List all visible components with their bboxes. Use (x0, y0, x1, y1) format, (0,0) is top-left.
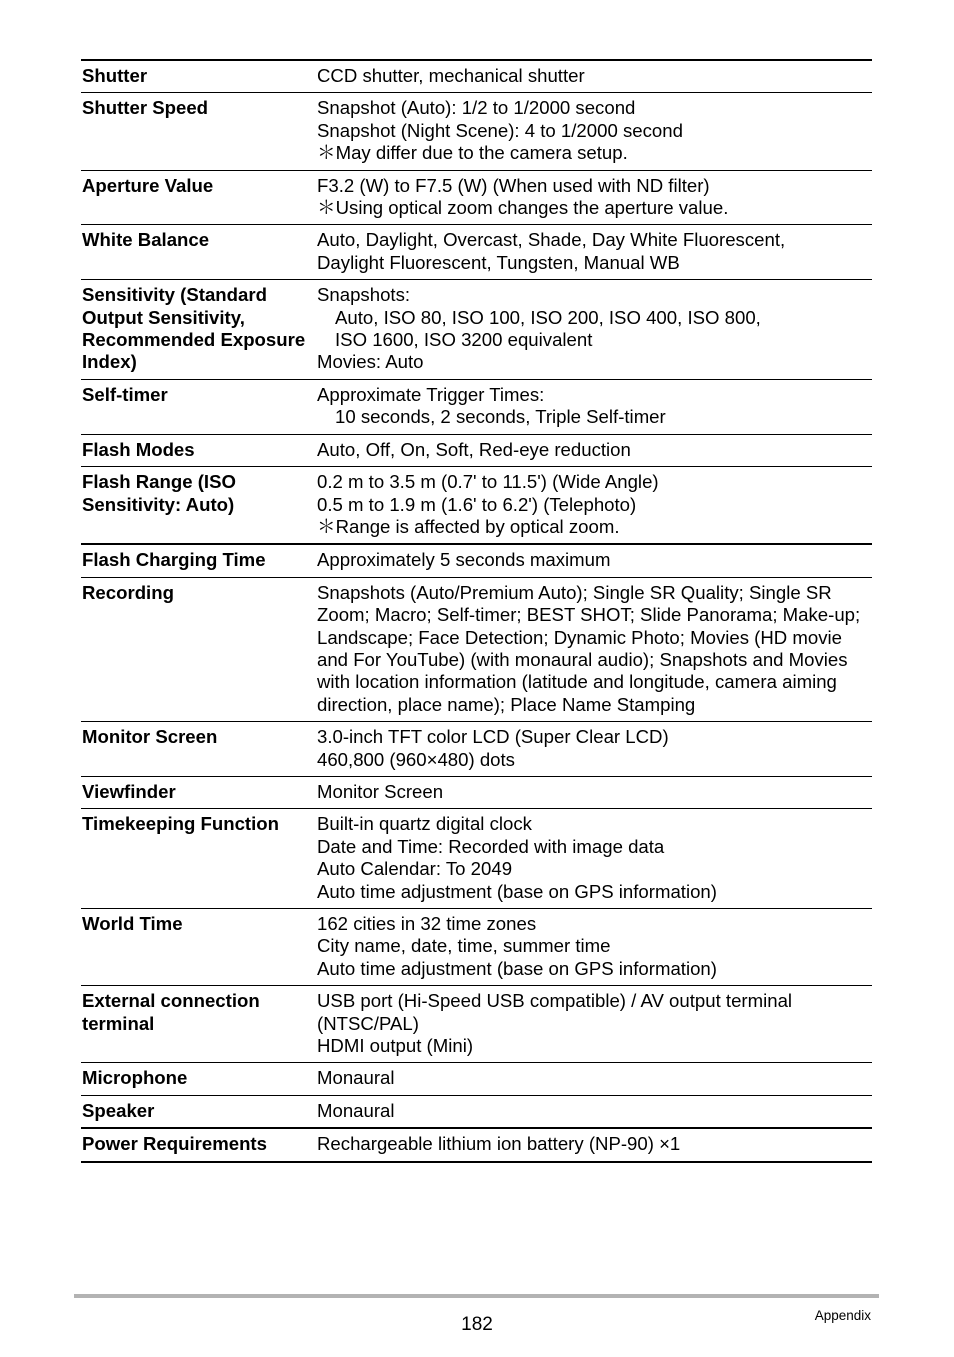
spec-value-line: 3.0-inch TFT color LCD (Super Clear LCD) (317, 726, 669, 748)
spec-value-line: Auto, Daylight, Overcast, Shade, Day White Fluorescent, (317, 229, 786, 251)
spec-value-line: Approximately 5 seconds maximum (317, 549, 611, 571)
spec-value (317, 986, 872, 1063)
spec-value-line: Snapshots (Auto/Premium Auto); Single SR Quality; Single SR Zoom; Macro; Self-timer; BEST SHOT; Slide Panorama; Make-up; Landscape; Face Detection; Dynamic Photo; Movies (HD movie and For YouTube) (with monaural audio); Snapshots and Movies with location information (latitude and longitude, camera aiming direction, place name); Place Name Stamping (317, 581, 861, 715)
spec-label: Self-timer (81, 379, 317, 434)
spec-value-line: Daylight Fluorescent, Tungsten, Manual WB (317, 251, 680, 273)
spec-row (81, 434, 872, 466)
spec-label: Microphone (81, 1063, 317, 1095)
spec-label: Shutter (81, 60, 317, 93)
spec-value-line: ISO 1600, ISO 3200 equivalent (335, 329, 593, 351)
spec-value (317, 1128, 872, 1161)
spec-value-line: Rechargeable lithium ion battery (NP-90) ×1 (317, 1133, 681, 1155)
spec-label: Flash Range (ISO Sensitivity: Auto) (81, 467, 317, 545)
spec-row (81, 1063, 872, 1095)
spec-value (317, 544, 872, 577)
spec-value-line: ＊Using optical zoom changes the aperture value. (317, 197, 729, 219)
spec-value-line: Snapshot (Auto): 1/2 to 1/2000 second (317, 97, 636, 119)
spec-value-line: Built-in quartz digital clock (317, 813, 532, 835)
spec-label: Flash Modes (81, 434, 317, 466)
spec-row (81, 986, 872, 1063)
spec-value-line: Snapshots: (317, 284, 411, 306)
spec-value (317, 225, 872, 280)
spec-label: World Time (81, 909, 317, 986)
spec-value (317, 379, 872, 434)
spec-row (81, 379, 872, 434)
spec-value (317, 909, 872, 986)
spec-label: Timekeeping Function (81, 809, 317, 909)
spec-label: Monitor Screen (81, 722, 317, 777)
section-label: Appendix (814, 1308, 871, 1323)
spec-label: Viewfinder (81, 776, 317, 808)
spec-value-line: USB port (Hi-Speed USB compatible) / AV output terminal (NTSC/PAL) (317, 990, 793, 1034)
spec-value-line: 0.2 m to 3.5 m (0.7' to 11.5') (Wide Angle) (317, 471, 659, 493)
spec-value-line: Auto, Off, On, Soft, Red-eye reduction (317, 438, 631, 460)
spec-row (81, 577, 872, 721)
spec-value-line: CCD shutter, mechanical shutter (317, 65, 585, 86)
spec-value-line: Monitor Screen (317, 780, 444, 802)
spec-row (81, 809, 872, 909)
spec-value (317, 722, 872, 777)
spec-value (317, 60, 872, 93)
spec-value-line: 162 cities in 32 time zones (317, 913, 537, 934)
spec-value (317, 280, 872, 380)
spec-value-line: ＊Range is affected by optical zoom. (317, 515, 620, 537)
spec-row (81, 544, 872, 577)
spec-label: Speaker (81, 1095, 317, 1128)
spec-value-line: Snapshot (Night Scene): 4 to 1/2000 second (317, 119, 683, 141)
spec-row (81, 60, 872, 93)
spec-value (317, 577, 872, 721)
spec-row (81, 280, 872, 380)
spec-row (81, 467, 872, 545)
spec-row (81, 1128, 872, 1161)
spec-label: Aperture Value (81, 170, 317, 225)
spec-row (81, 93, 872, 170)
spec-value-line: Auto time adjustment (base on GPS information) (317, 880, 717, 902)
page-number: 182 (461, 1314, 493, 1335)
spec-value-line: Auto, ISO 80, ISO 100, ISO 200, ISO 400, ISO 800, (335, 306, 761, 328)
spec-row (81, 170, 872, 225)
spec-value-line: Date and Time: Recorded with image data (317, 835, 665, 857)
spec-row (81, 1095, 872, 1128)
spec-value (317, 170, 872, 225)
spec-value (317, 434, 872, 466)
spec-label: White Balance (81, 225, 317, 280)
spec-row (81, 909, 872, 986)
spec-value-line: Monaural (317, 1099, 395, 1121)
spec-value (317, 1095, 872, 1128)
spec-value-line: ＊May differ due to the camera setup. (317, 142, 628, 164)
spec-value-line: HDMI output (Mini) (317, 1035, 474, 1057)
spec-value (317, 467, 872, 545)
spec-row (81, 225, 872, 280)
spec-value-line: Approximate Trigger Times: (317, 383, 545, 405)
spec-value (317, 1063, 872, 1095)
spec-label: External connection terminal (81, 986, 317, 1063)
spec-value-line: 0.5 m to 1.9 m (1.6' to 6.2') (Telephoto) (317, 493, 637, 515)
spec-row (81, 722, 872, 777)
spec-label: Sensitivity (Standard Output Sensitivity, Recommended Exposure Index) (81, 280, 317, 380)
spec-value-line: F3.2 (W) to F7.5 (W) (When used with ND filter) (317, 174, 710, 196)
spec-label: Power Requirements (81, 1128, 317, 1161)
spec-value (317, 809, 872, 909)
spec-label: Recording (81, 577, 317, 721)
spec-value-line: 460,800 (960×480) dots (317, 748, 515, 770)
footer-divider (74, 1294, 879, 1298)
spec-table (81, 59, 872, 1163)
spec-value-line: Auto Calendar: To 2049 (317, 858, 513, 880)
spec-value-line: Auto time adjustment (base on GPS information) (317, 957, 717, 979)
spec-value (317, 93, 872, 170)
spec-value-line: City name, date, time, summer time (317, 935, 611, 957)
spec-row (81, 776, 872, 808)
spec-value (317, 776, 872, 808)
spec-value-line: 10 seconds, 2 seconds, Triple Self-timer (335, 406, 666, 428)
spec-label: Shutter Speed (81, 93, 317, 170)
spec-label: Flash Charging Time (81, 544, 317, 577)
spec-table-body (81, 60, 872, 1162)
spec-value-line: Movies: Auto (317, 351, 424, 373)
spec-value-line: Monaural (317, 1067, 395, 1089)
